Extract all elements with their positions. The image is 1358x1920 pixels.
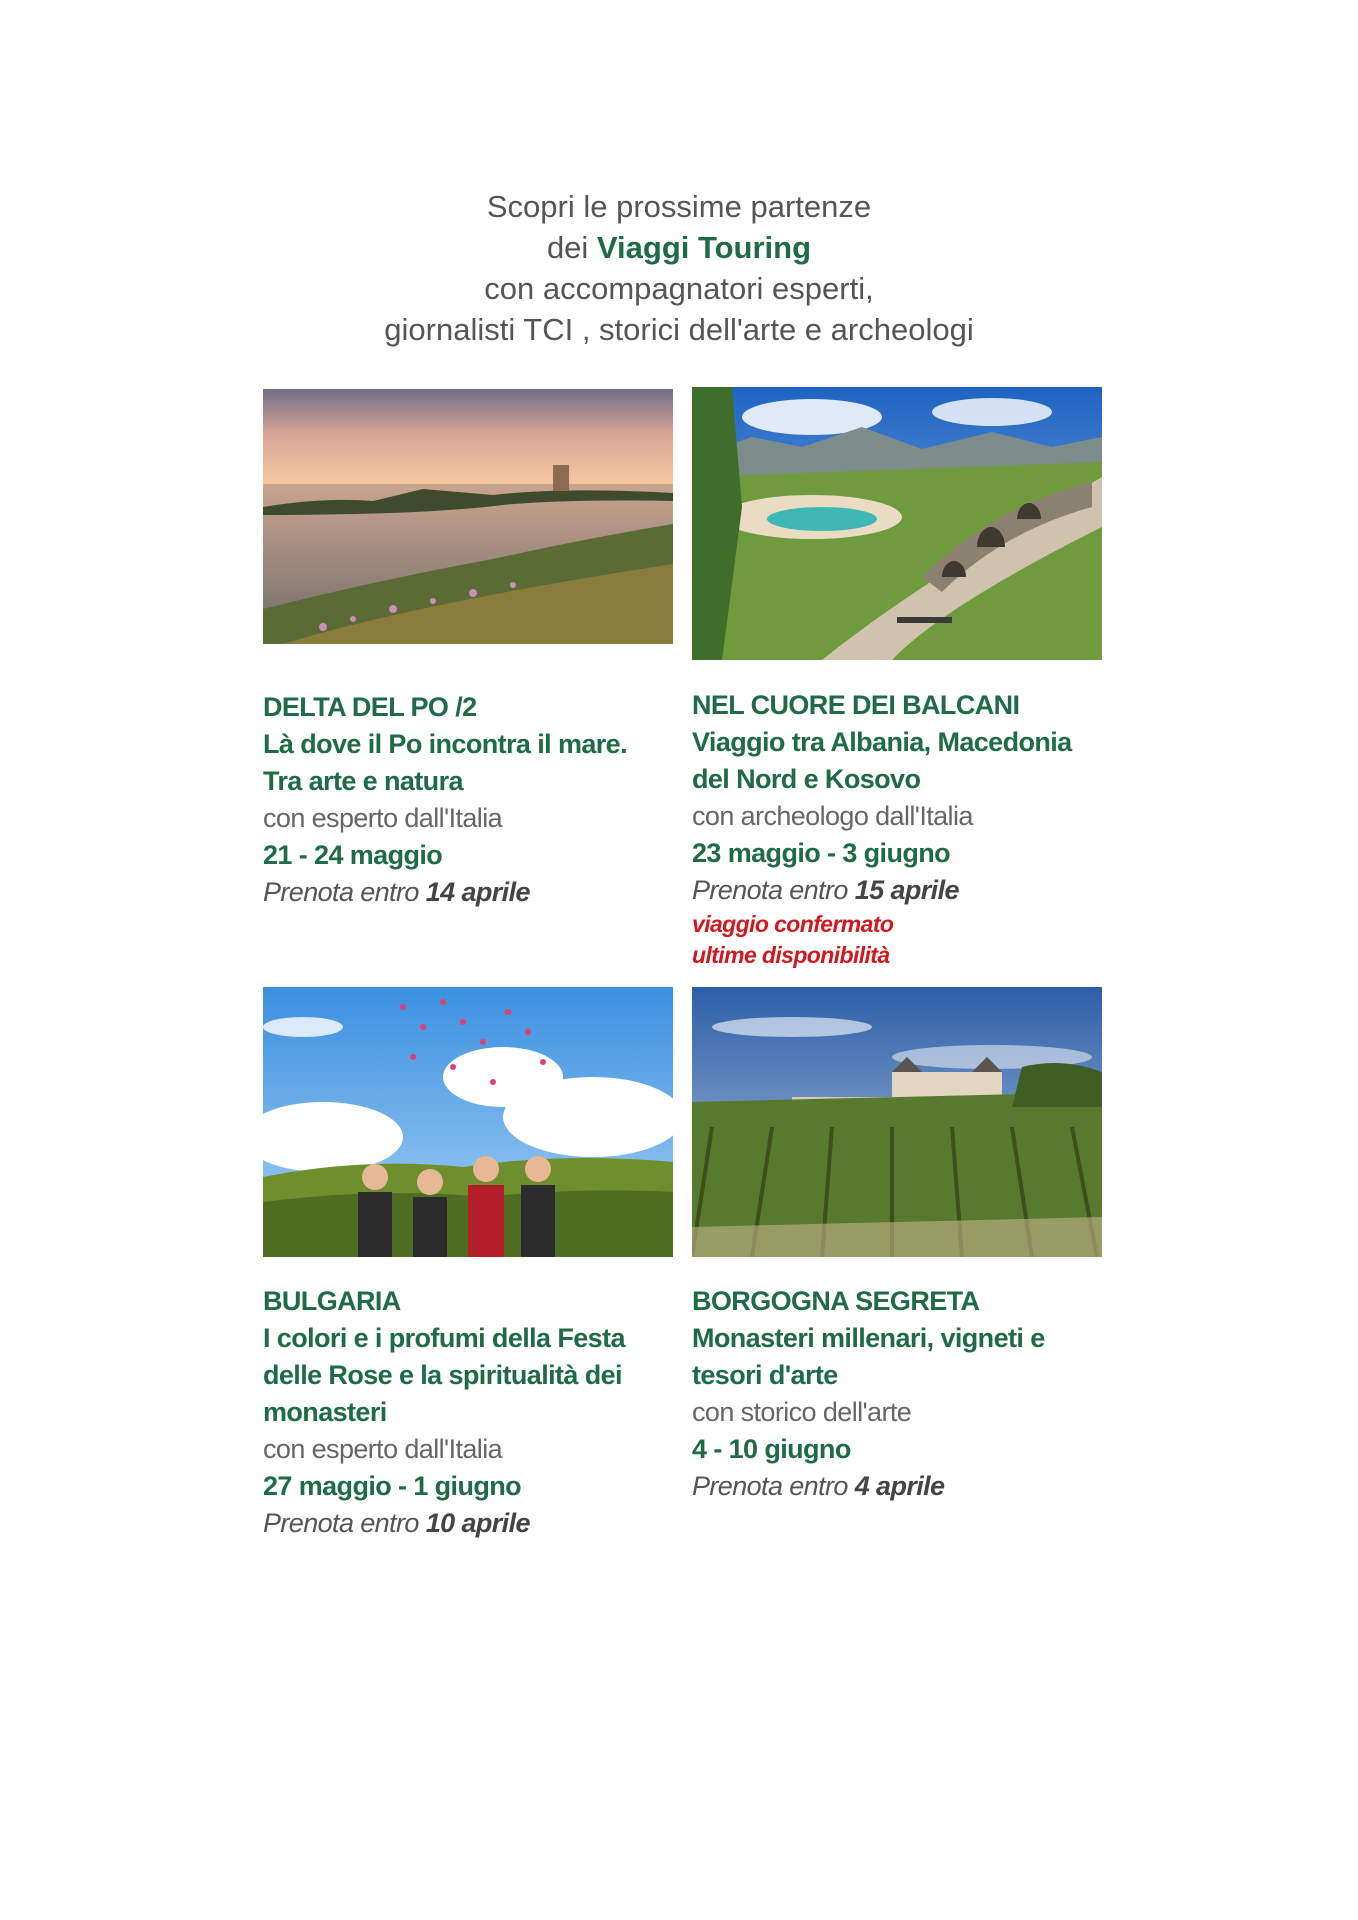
confirmation-note: viaggio confermato <box>692 911 894 937</box>
trip-title: NEL CUORE DEI BALCANI <box>692 690 1020 720</box>
trip-subtitle-line: delle Rose e la spiritualità dei <box>263 1360 622 1390</box>
trip-card-balcani[interactable] <box>692 387 1102 968</box>
availability-note: ultime disponibilità <box>692 942 890 968</box>
booking-deadline <box>692 872 1122 909</box>
intro-line-2 <box>0 227 1358 268</box>
trip-title: BULGARIA <box>263 1286 401 1316</box>
trip-dates: 21 - 24 maggio <box>263 840 443 870</box>
trip-card-borgogna[interactable] <box>692 987 1102 1501</box>
trip-info <box>263 689 693 911</box>
trip-dates: 4 - 10 giugno <box>692 1434 851 1464</box>
photo-borgogna <box>692 987 1102 1257</box>
trip-title: BORGOGNA SEGRETA <box>692 1286 980 1316</box>
booking-date: 4 aprile <box>854 1471 945 1501</box>
booking-date: 15 aprile <box>854 875 959 905</box>
intro-header <box>0 186 1358 350</box>
brand-name: Viaggi Touring <box>596 230 812 265</box>
booking-prefix: Prenota entro <box>692 875 855 905</box>
trip-subtitle-line: del Nord e Kosovo <box>692 764 921 794</box>
intro-line-1: Scopri le prossime partenze <box>486 189 872 224</box>
photo-balcani <box>692 387 1102 660</box>
trip-subtitle-line: Tra arte e natura <box>263 766 463 796</box>
trip-subtitle-line: I colori e i profumi della Festa <box>263 1323 625 1353</box>
trip-dates: 27 maggio - 1 giugno <box>263 1471 522 1501</box>
trip-subtitle-line: monasteri <box>263 1397 387 1427</box>
intro-line-4: giornalisti TCI , storici dell'arte e archeologi <box>384 312 974 347</box>
trip-subtitle-line: Monasteri millenari, vigneti e <box>692 1323 1045 1353</box>
trip-guide: con esperto dall'Italia <box>263 803 503 833</box>
intro-prefix: dei <box>546 230 597 265</box>
photo-bulgaria <box>263 987 673 1257</box>
booking-deadline <box>692 1468 1122 1505</box>
trip-card-bulgaria[interactable] <box>263 987 673 1538</box>
booking-date: 14 aprile <box>425 877 530 907</box>
trip-info <box>692 1283 1122 1505</box>
trip-guide: con archeologo dall'Italia <box>692 801 973 831</box>
trip-subtitle-line: Là dove il Po incontra il mare. <box>263 729 628 759</box>
trip-info <box>263 1283 693 1542</box>
trip-title: DELTA DEL PO /2 <box>263 692 477 722</box>
booking-deadline <box>263 1505 693 1542</box>
trip-guide: con esperto dall'Italia <box>263 1434 503 1464</box>
trip-subtitle-line: Viaggio tra Albania, Macedonia <box>692 727 1072 757</box>
booking-deadline <box>263 874 693 911</box>
trip-info <box>692 687 1122 971</box>
trip-subtitle-line: tesori d'arte <box>692 1360 838 1390</box>
intro-line-3: con accompagnatori esperti, <box>484 271 874 306</box>
trip-dates: 23 maggio - 3 giugno <box>692 838 951 868</box>
trip-card-delta-del-po[interactable] <box>263 389 673 907</box>
trip-guide: con storico dell'arte <box>692 1397 912 1427</box>
booking-prefix: Prenota entro <box>692 1471 855 1501</box>
booking-date: 10 aprile <box>425 1508 530 1538</box>
booking-prefix: Prenota entro <box>263 877 426 907</box>
photo-delta-del-po <box>263 389 673 644</box>
booking-prefix: Prenota entro <box>263 1508 426 1538</box>
